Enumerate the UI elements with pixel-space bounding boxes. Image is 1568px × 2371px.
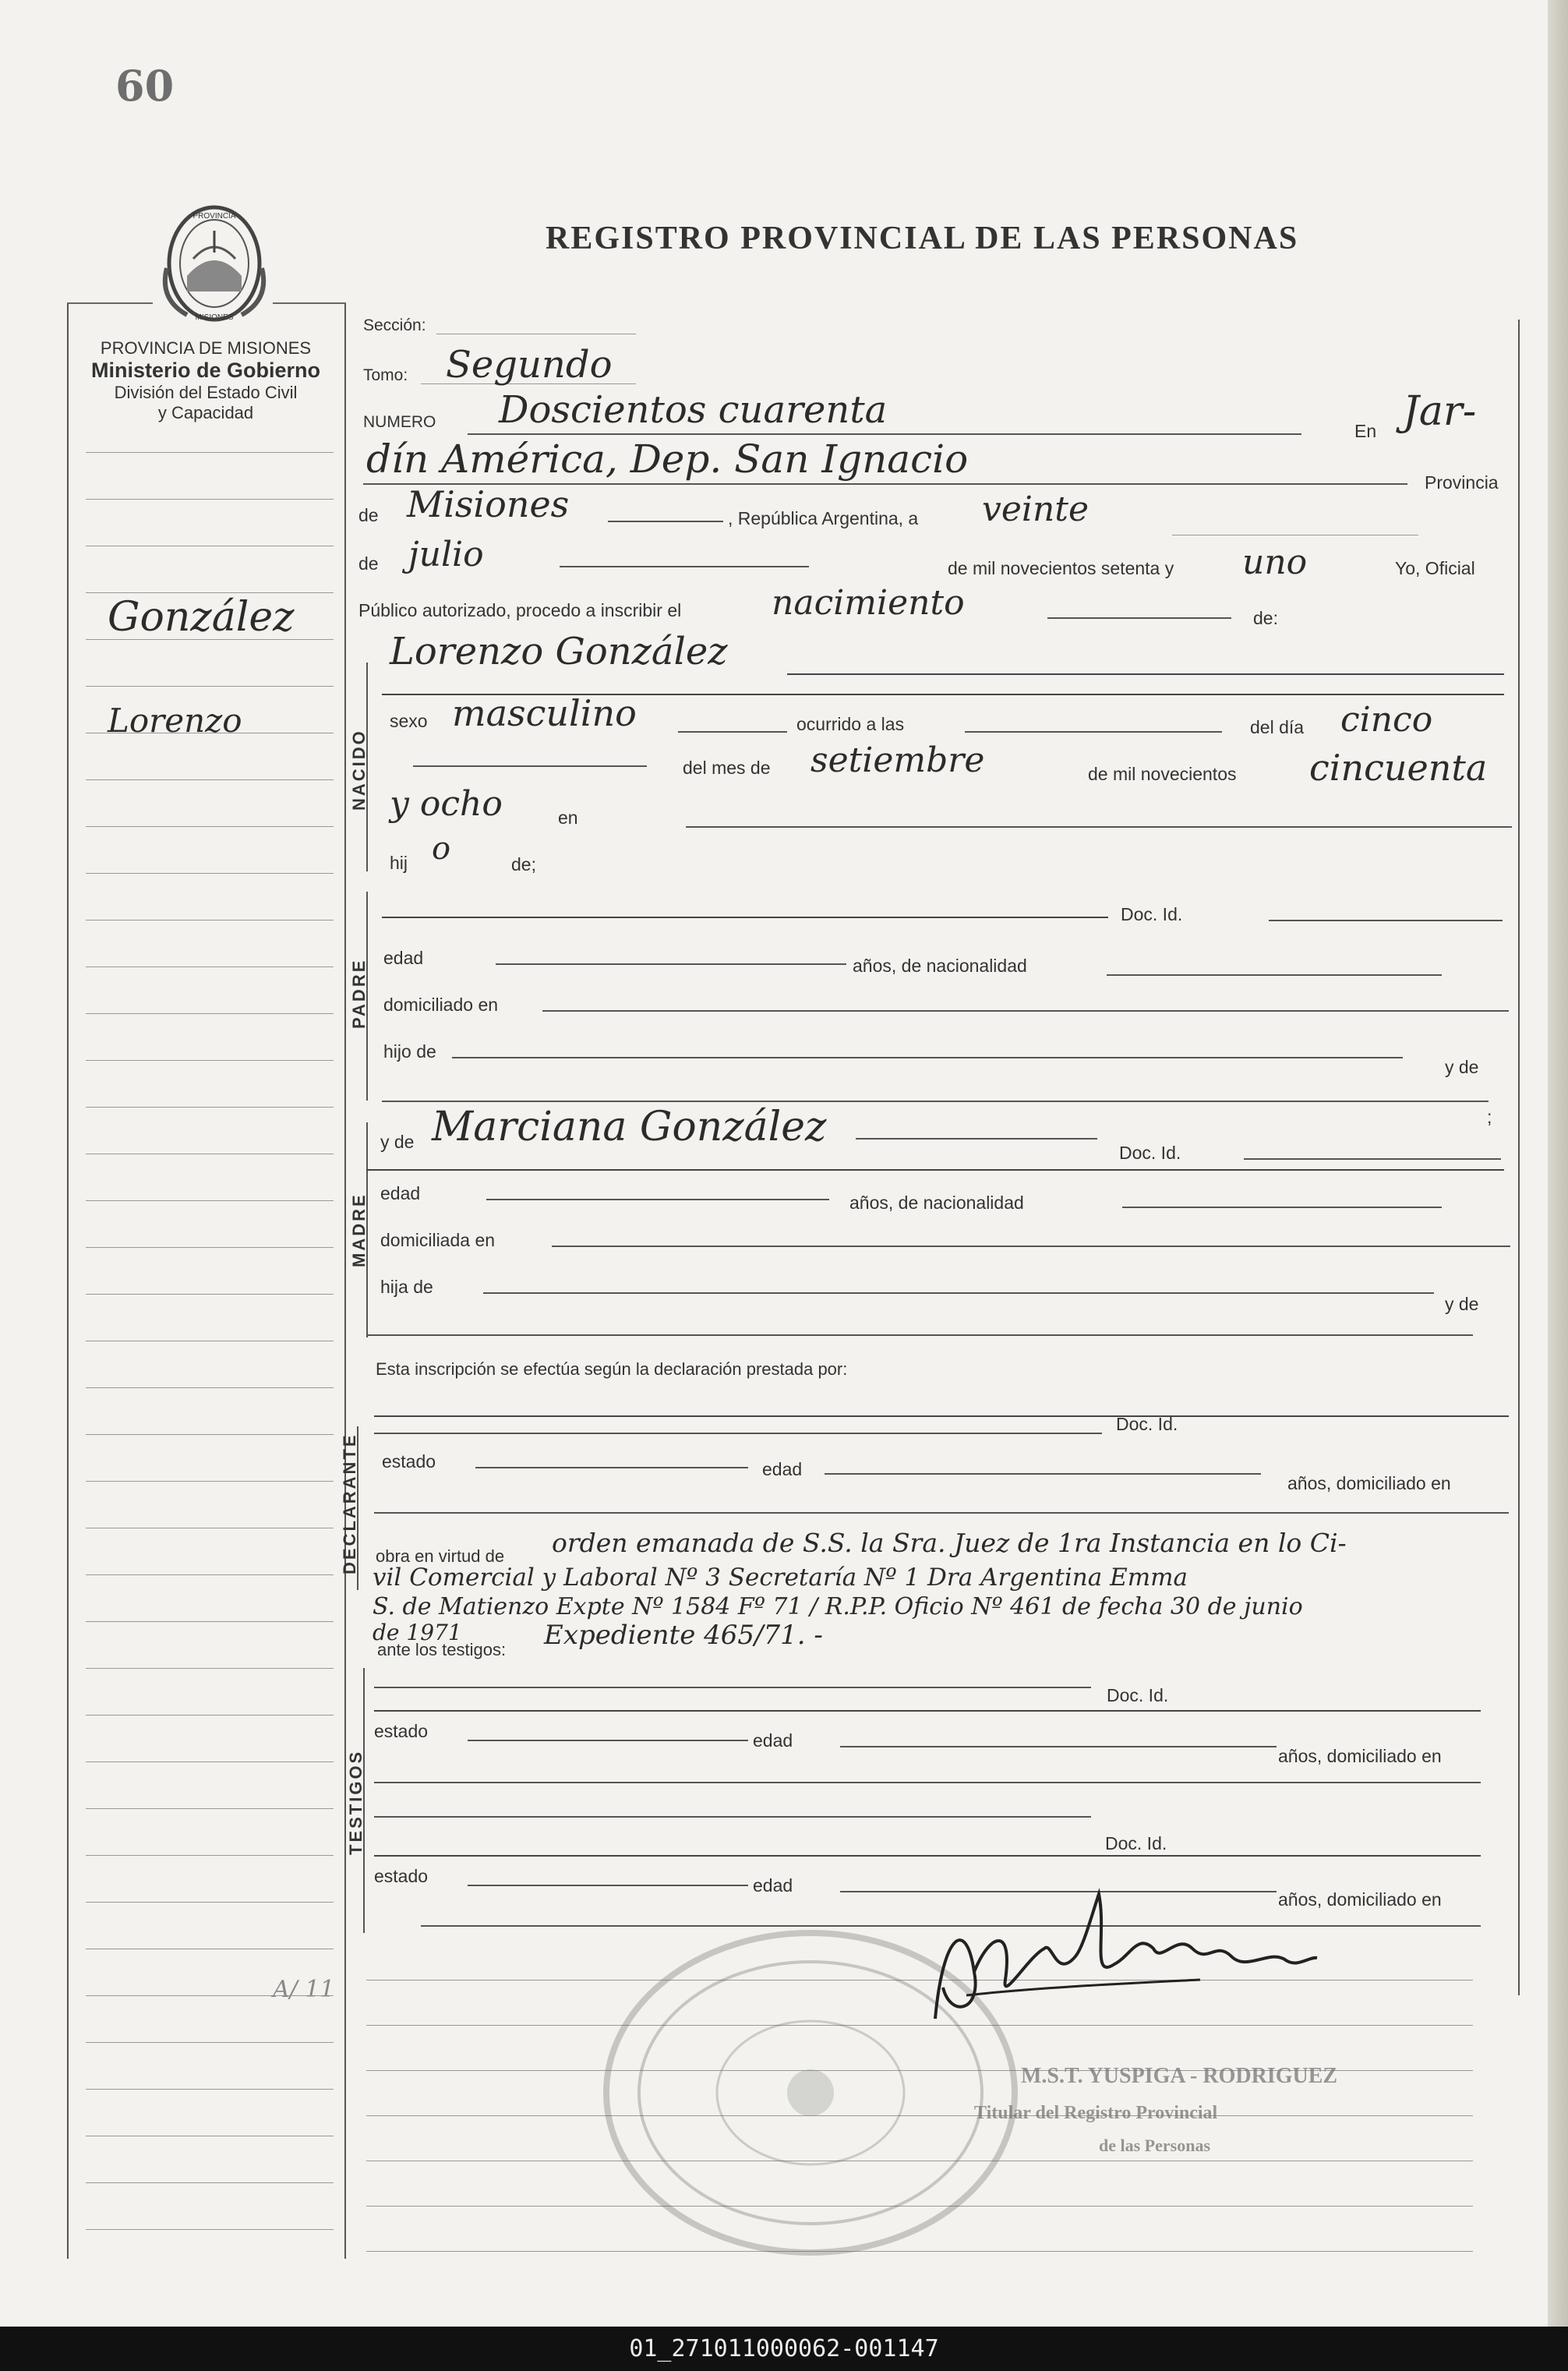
label-numero: NUMERO (363, 413, 436, 431)
stamp-official-office: de las Personas (1099, 2136, 1210, 2155)
value-dia-nac: cinco (1340, 700, 1433, 740)
line-lugar-nac (686, 826, 1512, 828)
seal-bottom-text: MISIONES (195, 313, 234, 322)
value-mes-nac: setiembre (810, 740, 985, 780)
value-numero: Doscientos cuarenta (499, 388, 888, 432)
label-publico: Público autorizado, procedo a inscribir el (358, 600, 682, 620)
value-madre: Marciana González (432, 1104, 827, 1150)
margin-rule-line (86, 499, 334, 500)
left-column-border (67, 302, 69, 2259)
value-lugar: dín América, Dep. San Ignacio (366, 436, 969, 482)
line-testigo1-sep (374, 1710, 1481, 1712)
label-estado-testigo2: estado (374, 1866, 429, 1886)
label-de-mil: de mil novecientos (1088, 764, 1237, 784)
label-sexo: sexo (390, 711, 428, 731)
margin-rule-line (86, 2182, 334, 2183)
line-edad-padre (496, 963, 846, 965)
margin-rule-line (86, 1574, 334, 1575)
margin-rule-line (86, 592, 334, 593)
line-ocurrido (965, 731, 1222, 733)
label-de-semi: de; (511, 854, 536, 875)
margin-rule-line (86, 966, 334, 967)
section-declarante: DECLARANTE (340, 1433, 359, 1574)
line-edad-testigo1 (840, 1746, 1277, 1747)
top-rule-right (273, 302, 346, 304)
label-de-colon: de: (1253, 608, 1278, 628)
label-hija-de: hija de (380, 1277, 433, 1297)
section-padre: PADRE (349, 958, 369, 1029)
line-testigo1-nombre (374, 1687, 1091, 1688)
line-estado-testigo1 (468, 1740, 748, 1741)
label-doc-id-padre: Doc. Id. (1121, 904, 1183, 924)
value-tomo: Segundo (446, 343, 613, 387)
label-provincia: Provincia (1425, 472, 1499, 493)
issuer-block (65, 338, 346, 423)
value-nombre: Lorenzo González (390, 630, 728, 673)
margin-rule-line (86, 2042, 334, 2043)
value-mes: julio (408, 535, 484, 574)
margin-rule-line (86, 2089, 334, 2090)
margin-rule-line (86, 1808, 334, 1809)
official-signature (920, 1886, 1325, 2042)
value-sexo: masculino (452, 692, 637, 734)
margin-column-border (344, 302, 346, 2259)
issuer-ministry: Ministerio de Gobierno (90, 359, 321, 382)
line-madre-sep (366, 1169, 1504, 1171)
value-en: Jar- (1403, 388, 1477, 435)
label-edad-testigo2: edad (753, 1875, 793, 1896)
line-doc-madre (1244, 1158, 1501, 1160)
margin-rule-line (86, 1387, 334, 1388)
margin-rule-line (86, 1434, 334, 1435)
label-seccion: Sección: (363, 316, 426, 334)
line-abuela-madre (366, 1334, 1473, 1336)
line-doc-padre (1269, 920, 1503, 921)
line-estado-declarante (475, 1467, 748, 1468)
value-obra-l4: de 1971 (373, 1620, 462, 1645)
issuer-division: División del Estado Civil (114, 383, 298, 402)
value-obra-l1: orden emanada de S.S. la Sra. Juez de 1ra Instancia en lo Ci- (552, 1528, 1347, 1558)
line-estado-testigo2 (468, 1885, 748, 1886)
value-provincia: Misiones (407, 483, 570, 525)
label-estado-testigo1: estado (374, 1721, 429, 1741)
label-y-de-madre: y de (380, 1132, 415, 1152)
section-testigos: TESTIGOS (346, 1749, 366, 1855)
margin-rule-line (86, 1481, 334, 1482)
label-del-mes: del mes de (683, 758, 771, 778)
page-number: 60 (115, 61, 175, 111)
margin-rule-line (86, 779, 334, 780)
value-anio-nac: cincuenta (1309, 747, 1488, 789)
right-border (1518, 320, 1520, 1995)
margin-rule-line (86, 1247, 334, 1248)
label-en-2: en (558, 807, 578, 828)
margin-rule-line (86, 1294, 334, 1295)
label-de-2: de (358, 553, 379, 574)
line-hora (413, 765, 647, 767)
issuer-division-2: y Capacidad (157, 403, 254, 422)
margin-rule-line (86, 1668, 334, 1669)
margin-rule-line (86, 826, 334, 827)
line-madre-nombre (856, 1138, 1097, 1140)
footer-file-id: 01_271011000062-001147 (0, 2327, 1568, 2371)
margin-rule-line (86, 1855, 334, 1856)
label-y-de-padre: y de (1445, 1057, 1479, 1077)
value-acto: nacimiento (772, 583, 965, 623)
margin-rule-line (86, 452, 334, 453)
label-anos-dom-testigo1: años, domiciliado en (1278, 1746, 1442, 1766)
label-edad-madre: edad (380, 1183, 421, 1203)
margin-rule-line (86, 1902, 334, 1903)
label-ante: ante los testigos: (377, 1640, 507, 1659)
label-estado-declarante: estado (382, 1451, 436, 1472)
line-edad-madre (486, 1199, 829, 1200)
label-domiciliada-madre: domiciliada en (380, 1230, 496, 1250)
label-doc-id-testigo1: Doc. Id. (1107, 1685, 1169, 1705)
label-en: En (1354, 421, 1377, 441)
value-obra-l2: vil Comercial y Laboral Nº 3 Secretaría Nº 1 Dra Argentina Emma (373, 1564, 1188, 1592)
line-provincia (608, 521, 723, 522)
line-sexo (678, 731, 787, 733)
value-dia: veinte (982, 489, 1089, 529)
margin-rule-line (86, 1761, 334, 1762)
label-edad-declarante: edad (762, 1459, 803, 1479)
label-y-de-madre-2: y de (1445, 1294, 1479, 1314)
line-nac-padre (1107, 974, 1442, 976)
margin-rule-line (86, 2229, 334, 2230)
line-nac-madre (1122, 1207, 1442, 1208)
stamp-official-name: M.S.T. YUSPIGA - RODRIGUEZ (1021, 2064, 1338, 2088)
label-tomo: Tomo: (363, 366, 408, 384)
value-anio-nac-2: y ocho (390, 784, 503, 824)
label-republica: , República Argentina, a (728, 508, 919, 528)
margin-rule-line (86, 873, 334, 874)
line-hijo-de (452, 1057, 1403, 1058)
seal-top-text: PROVINCIA (192, 212, 236, 221)
line-numero (468, 433, 1301, 435)
label-semicolon: ; (1487, 1107, 1492, 1127)
line-domicilio-declarante (374, 1512, 1509, 1514)
label-anos-nac-madre: años, de nacionalidad (849, 1193, 1024, 1213)
margin-rule-line (86, 1715, 334, 1716)
line-declarante-nombre (374, 1433, 1102, 1434)
value-hijo: o (432, 831, 451, 867)
label-doc-id-madre: Doc. Id. (1119, 1143, 1181, 1163)
label-de-mil-setenta: de mil novecientos setenta y (948, 558, 1174, 578)
label-inscripcion: Esta inscripción se efectúa según la declaración prestada por: (376, 1359, 848, 1379)
margin-rule-line (86, 1060, 334, 1061)
line-domicilio-madre (552, 1246, 1510, 1247)
line-testigo2-sep (374, 1855, 1481, 1857)
line-mes (560, 566, 809, 567)
value-anio: uno (1242, 542, 1308, 582)
margin-rule-line (86, 1013, 334, 1014)
line-domicilio-testigo1 (374, 1782, 1481, 1783)
stamp-official-title: Titular del Registro Provincial (974, 2103, 1218, 2123)
label-ocurrido: ocurrido a las (796, 714, 905, 734)
label-obra: obra en virtud de (376, 1546, 505, 1566)
label-edad-padre: edad (383, 948, 424, 968)
margin-rule-line (86, 1621, 334, 1622)
label-doc-id-declarante: Doc. Id. (1116, 1414, 1178, 1434)
label-anos-dom-declarante: años, domiciliado en (1287, 1473, 1451, 1493)
margin-rule-line (86, 686, 334, 687)
issuer-province: PROVINCIA DE MISIONES (100, 338, 312, 358)
section-nacido: NACIDO (349, 729, 369, 811)
line-nombre (787, 673, 1504, 675)
line-domicilio-padre (542, 1010, 1509, 1012)
margin-name: Lorenzo (108, 701, 242, 740)
page-edge (1548, 0, 1568, 2327)
line-acto (1047, 617, 1231, 619)
line-declarante-1 (374, 1415, 1509, 1417)
provincial-seal (156, 198, 273, 329)
value-obra-l3: S. de Matienzo Expte Nº 1584 Fº 71 / R.P.P. Oficio Nº 461 de fecha 30 de junio (373, 1593, 1303, 1620)
label-doc-id-testigo2: Doc. Id. (1105, 1833, 1167, 1853)
section-madre: MADRE (349, 1193, 369, 1267)
value-obra-l5: Expediente 465/71. - (544, 1620, 823, 1651)
label-del-dia: del día (1250, 717, 1305, 737)
line-edad-declarante (825, 1473, 1261, 1475)
document-title: REGISTRO PROVINCIAL DE LAS PERSONAS (546, 221, 1299, 256)
top-rule-left (67, 302, 153, 304)
margin-surname: González (108, 594, 295, 641)
label-domiciliado-padre: domiciliado en (383, 995, 499, 1015)
label-hijo-de: hijo de (383, 1041, 436, 1062)
margin-bottom-note: A/ 11 (273, 1976, 335, 2003)
margin-rule-line (86, 1200, 334, 1201)
label-hij: hij (390, 853, 408, 873)
line-abuela-padre (382, 1101, 1489, 1102)
line-padre-nombre (382, 917, 1108, 918)
label-de-1: de (358, 505, 379, 525)
label-yo-oficial: Yo, Oficial (1395, 558, 1475, 578)
label-anos-dom-testigo2: años, domiciliado en (1278, 1889, 1442, 1910)
label-anos-nac-padre: años, de nacionalidad (853, 956, 1027, 976)
line-hija-de (483, 1292, 1434, 1294)
label-edad-testigo1: edad (753, 1730, 793, 1751)
margin-rule-line (86, 1107, 334, 1108)
line-testigo2-nombre (374, 1816, 1091, 1818)
